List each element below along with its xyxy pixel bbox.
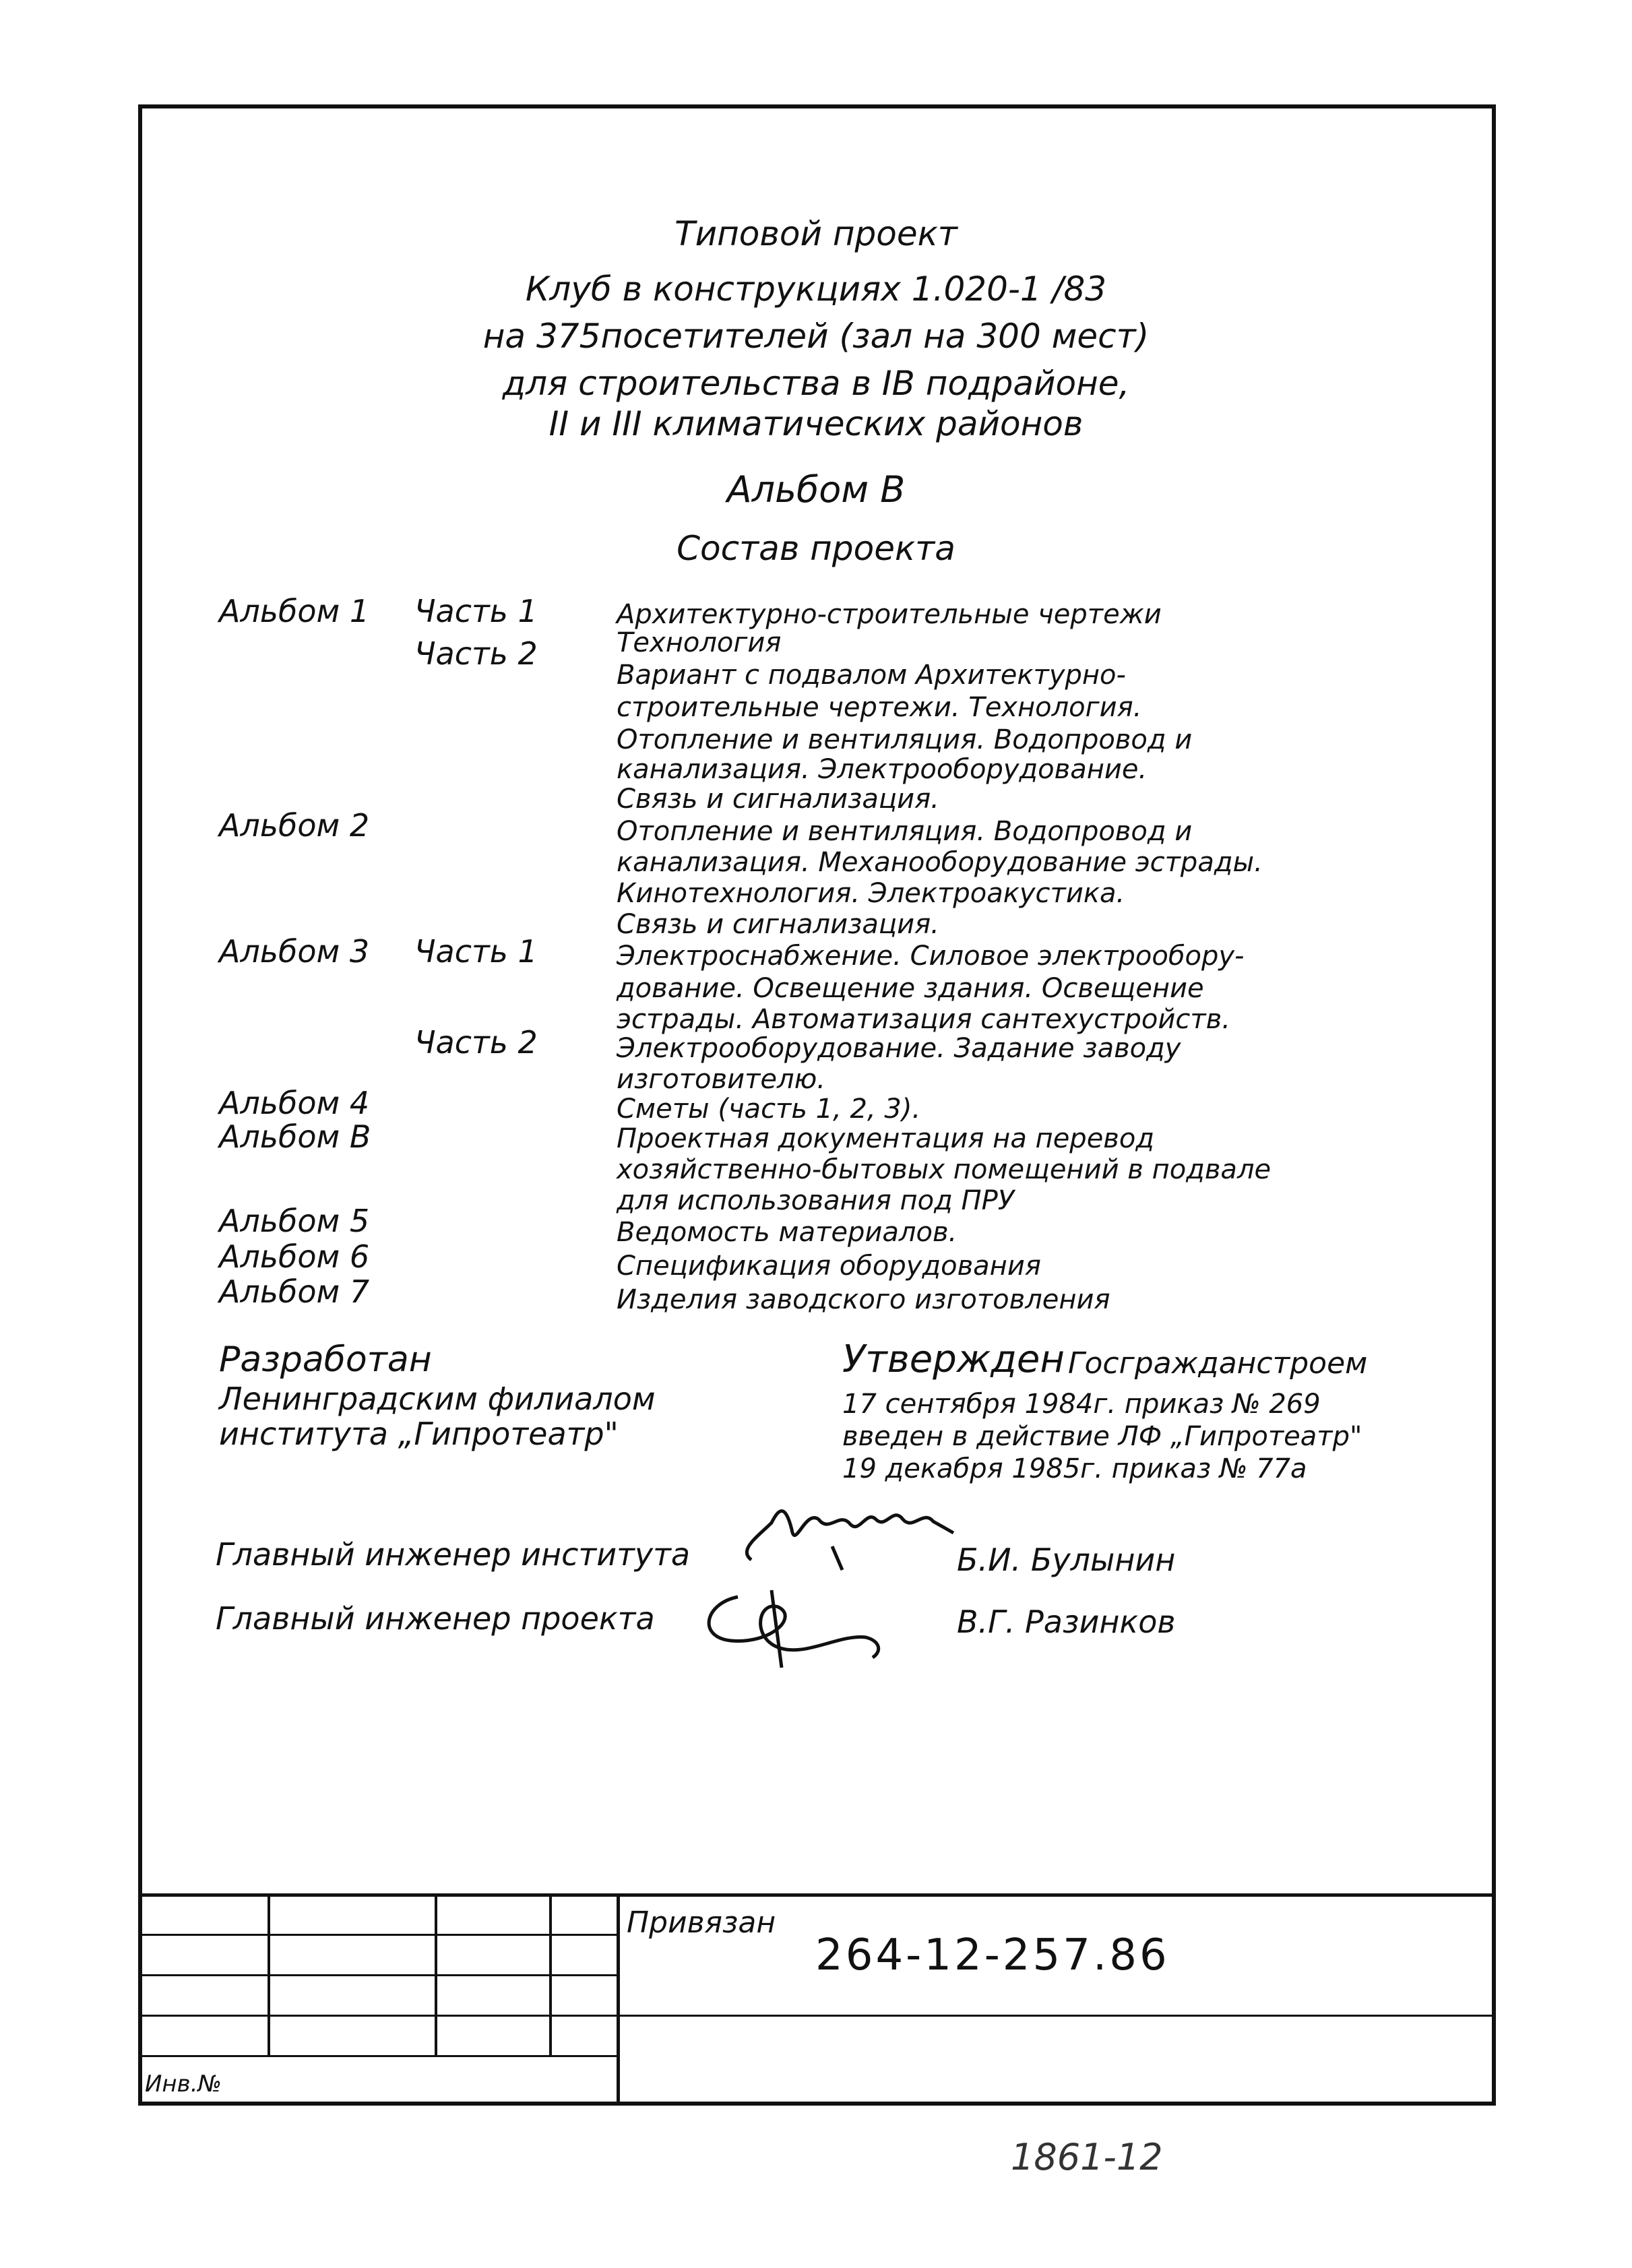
signature-name: В.Г. Разинков [957, 1604, 1176, 1640]
album-label: Альбом 6 [219, 1238, 370, 1275]
title-line-3: на 375посетителей (зал на 300 мест) [482, 317, 1150, 356]
approved-line: 19 декабря 1985г. приказ № 77а [842, 1453, 1307, 1484]
composition-text: Электрооборудование. Задание заводу [617, 1033, 1181, 1064]
composition-text: Отопление и вентиляция. Водопровод и [617, 724, 1193, 755]
composition-text: Спецификация оборудования [617, 1251, 1041, 1282]
inventory-label: Инв.№ [145, 2071, 222, 2098]
album-label: Альбом 7 [219, 1273, 370, 1310]
bottom-number: 1861-12 [1011, 2136, 1163, 2178]
composition-text: для использования под ПРУ [617, 1185, 1015, 1216]
title-line-2: Клуб в конструкциях 1.020-1 /83 [525, 270, 1107, 309]
bound-label: Привязан [627, 1905, 776, 1940]
title-line-5: II и III климатических районов [548, 404, 1084, 443]
composition-text: Архитектурно-строительные чертежи [617, 599, 1162, 630]
album-label: Альбом 2 [219, 807, 370, 844]
approved-org: Госгражданстроем [1068, 1346, 1368, 1381]
signature-name: Б.И. Булынин [957, 1542, 1176, 1578]
developed-line: института „Гипротеатр" [219, 1416, 619, 1452]
composition-text: Кинотехнология. Электроакустика. [617, 878, 1125, 909]
composition-text: Вариант с подвалом Архитектурно- [617, 660, 1126, 691]
part-label: Часть 1 [414, 593, 538, 629]
handwritten-signature-2 [691, 1577, 893, 1678]
album-label: Альбом 4 [219, 1085, 370, 1121]
signature-role: Главный инженер института [216, 1536, 691, 1573]
composition-text: дование. Освещение здания. Освещение [617, 973, 1204, 1004]
composition-text: канализация. Механооборудование эстрады. [617, 847, 1263, 878]
album-label: Альбом 5 [219, 1203, 370, 1239]
part-label: Часть 2 [414, 1024, 538, 1061]
album-label: Альбом 1 [219, 593, 370, 629]
album-label: Альбом 3 [219, 933, 370, 970]
composition-text: Технология [617, 627, 782, 658]
title-line-4: для строительства в IВ подрайоне, [502, 364, 1130, 403]
bound-code: 264-12-257.86 [815, 1930, 1170, 1980]
composition-text: Отопление и вентиляция. Водопровод и [617, 816, 1193, 847]
signature-role: Главный инженер проекта [216, 1600, 655, 1637]
part-label: Часть 1 [414, 933, 538, 970]
composition-text: канализация. Электрооборудование. [617, 754, 1148, 785]
developed-heading: Разработан [219, 1340, 432, 1380]
approved-heading: Утвержден [842, 1337, 1065, 1381]
composition-text: эстрады. Автоматизация сантехустройств. [617, 1004, 1230, 1035]
composition-text: Ведомость материалов. [617, 1217, 958, 1248]
composition-text: Электроснабжение. Силовое электрообору- [617, 941, 1245, 972]
handwritten-signature-1 [731, 1482, 967, 1577]
composition-text: Связь и сигнализация. [617, 909, 939, 940]
album-title: Альбом В [726, 468, 906, 511]
composition-text: Связь и сигнализация. [617, 784, 939, 815]
title-line-1: Типовой проект [674, 214, 958, 253]
approved-line: введен в действие ЛФ „Гипротеатр" [842, 1421, 1362, 1452]
composition-text: хозяйственно-бытовых помещений в подвале [617, 1154, 1272, 1185]
composition-text: Изделия заводского изготовления [617, 1284, 1110, 1315]
approved-line: 17 сентября 1984г. приказ № 269 [842, 1389, 1321, 1420]
composition-text: Сметы (часть 1, 2, 3). [617, 1094, 921, 1125]
composition-text: строительные чертежи. Технология. [617, 692, 1142, 723]
composition-text: изготовителю. [617, 1064, 825, 1095]
composition-title: Состав проекта [677, 529, 955, 568]
part-label: Часть 2 [414, 635, 538, 672]
album-label: Альбом В [219, 1119, 371, 1155]
developed-line: Ленинградским филиалом [219, 1381, 656, 1417]
composition-text: Проектная документация на перевод [617, 1123, 1155, 1154]
